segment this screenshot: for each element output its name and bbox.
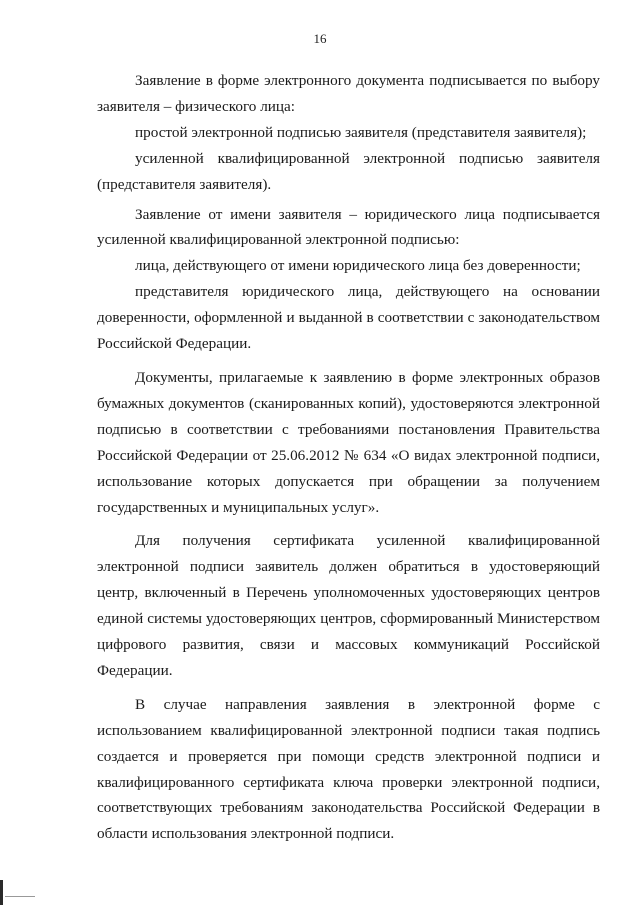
paragraph: лица, действующего от имени юридического лица без доверенности; — [135, 257, 581, 275]
document-body — [97, 68, 600, 847]
paragraph: В случае направления заявления в электронной форме с использованием квалифицированной электронной подписи такая подпись создается и проверяется при помощи средств электронной подписи и квалифицированного сертификата ключа проверки электронной подписи, соответствующих требованиям законодательства Российской Федерации в области использования электронной подписи. — [97, 695, 600, 843]
paragraph: Для получения сертификата усиленной квалифицированной электронной подписи заявитель должен обратиться в удостоверяющий центр, включенный в Перечень уполномоченных удостоверяющих центров единой системы удостоверяющих центров, сформированный Министерством цифрового развития, связи и массовых коммуникаций Российской Федерации. — [97, 532, 600, 679]
paragraph: простой электронной подписью заявителя (представителя заявителя); — [135, 123, 587, 141]
page-number: 16 — [313, 31, 327, 46]
paragraph: представителя юридического лица, действующего на основании доверенности, оформленной и выданной в соответствии с законодательством Российской Федерации. — [97, 283, 600, 353]
paragraph: усиленной квалифицированной электронной подписью заявителя (представителя заявителя). — [97, 149, 600, 193]
paragraph: Заявление от имени заявителя – юридического лица подписывается усиленной квалифицированной электронной подписью: — [97, 205, 600, 249]
paragraph: Заявление в форме электронного документа подписывается по выбору заявителя – физического лица: — [97, 72, 600, 115]
scan-edge-mark — [0, 880, 3, 905]
scan-edge-line — [5, 896, 35, 897]
paragraph: Документы, прилагаемые к заявлению в форме электронных образов бумажных документов (сканированных копий), удостоверяются электронной подписью в соответствии с требованиями постановления Правительства Российской Федерации от 25.06.2012 № 634 «О видах электронной подписи, использование которых допускается при обращении за получением государственных и муниципальных услуг». — [97, 368, 600, 516]
